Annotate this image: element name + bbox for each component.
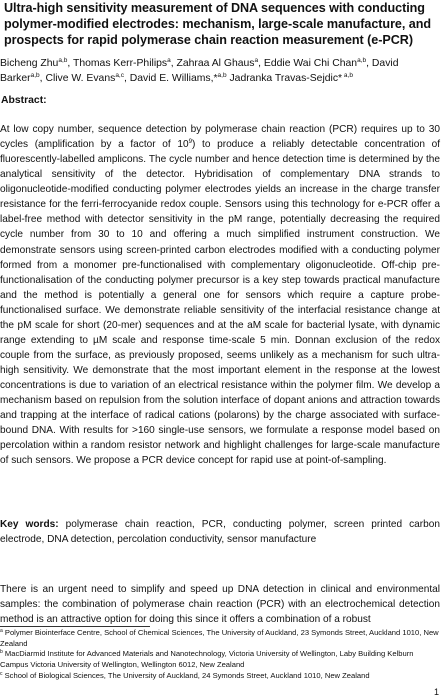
exponent: 9 [188,138,193,146]
introduction-text: There is an urgent need to simplify and speed up DNA detection in clinical and environmental samples: the combination of polymerase chain reaction (PCR) with an electrochemical detection method is an attractive option for doing this since it offers a combination of a robust [0,584,440,626]
author: David Barker$^{a,b}$, [0,58,399,85]
keywords-text: polymerase chain reaction, PCR, conducting polymer, screen printed carbon electrode, DNA detection, percolation conductivity, sensor manufacture [0,519,440,546]
footnote: $^c$ School of Biological Sciences, The University of Auckland, 24 Symonds Street, Auckland 1010, New Zealand [0,670,370,680]
affiliation-footnotes [0,628,440,682]
author: Jadranka Travas-Sejdic* $^{a,b}$ [229,72,353,85]
keywords-label: Key words: [0,519,59,530]
author: Zahraa Al Ghaus$^a$, [176,57,264,69]
author-list [0,56,438,86]
footnote: $^b$ MacDiarmid Institute for Advanced Materials and Nanotechnology, Victoria University of Wellington, Laby Building Kelburn Campus Victoria University of Wellington, Wellington 6012, New Zealand [0,649,414,670]
abstract-text: At low copy number, sequence detection by polymerase chain reaction (PCR) requires up to 30 cycles (amplification by a factor of $10^9$) to produce a reliably detectable concentration of fluorescently-labelled amplicons. The cycle number and hence detection time is determined by the analytical sensitivity of the detector. Hybridisation of complementary DNA strands to oligonucleotide-modified conducting polymer electrodes yields an increase in the charge transfer resistance for the ferri-ferrocyanide redox couple. Sensors using this technology for e-PCR offer a label-free method with detector sensitivity in the pM range, potentially decreasing the required cycle number from 30 to 10 and offering a much simplified instrument construction. We demonstrate sensors using screen-printed carbon electrodes modified with a conducting polymer formed from a monomer pre-functionalised with complementary oligonucleotide. Off-chip pre-functionalisation of the conducting polymer precursor is a key step towards practical manufacture and the method is potentially a general one for sensors which require a capture probe-functionalised surface. We demonstrate reliable sensitivity of the interfacial resistance change at the pM scale for short (20-mer) sequences and at the aM scale for bacterial lysate, with dynamic range extending to µM scale and response time-scale 5 min. Donnan exclusion of the redox couple from the surface, as previously proposed, seems unlikely as a mechanism for such ultra-high sensitivity. We demonstrate that the most important element in the response at the lowest concentrations is due to variation of an electrical resistance within the polymer film. We develop a mechanism based on repulsion from the solution interface of dopant anions and attraction towards and trapping at the interface of radical cations (polarons) by the charge associated with surface-bound DNA. With results for >160 single-use sensors, we formulate a response model based on percolation within a random resistor network and highlight challenges for large-scale manufacture of such sensors. We propose a PCR device concept for rapid use at point-of-sampling. [0,124,440,467]
author: Thomas Kerr-Philips$^a$, [72,57,177,69]
author: Clive W. Evans$^{a,c}$, [45,72,130,85]
author: Bicheng Zhu$^{a,b}$, [0,57,73,69]
author: David E. Williams,*$^{a,b}$ [129,72,227,85]
page-number: 1 [433,687,439,697]
keywords [0,517,440,547]
footnote-divider [0,626,150,627]
author: Eddie Wai Chi Chan$^{a,b}$, [263,57,372,69]
abstract-heading: Abstract: [1,95,47,106]
paper-title: Ultra-high sensitivity measurement of DNA sequences with conducting polymer-modified electrodes: mechanism, large-scale manufacture, and prospects for rapid polymerase chain reaction measurement (e-PCR) [4,1,432,47]
footnote: $^a$ Polymer Biointerface Centre, School of Chemical Sciences, The University of Auckland, 23 Symonds Street, Auckland 1010, New Zealand [0,628,439,648]
